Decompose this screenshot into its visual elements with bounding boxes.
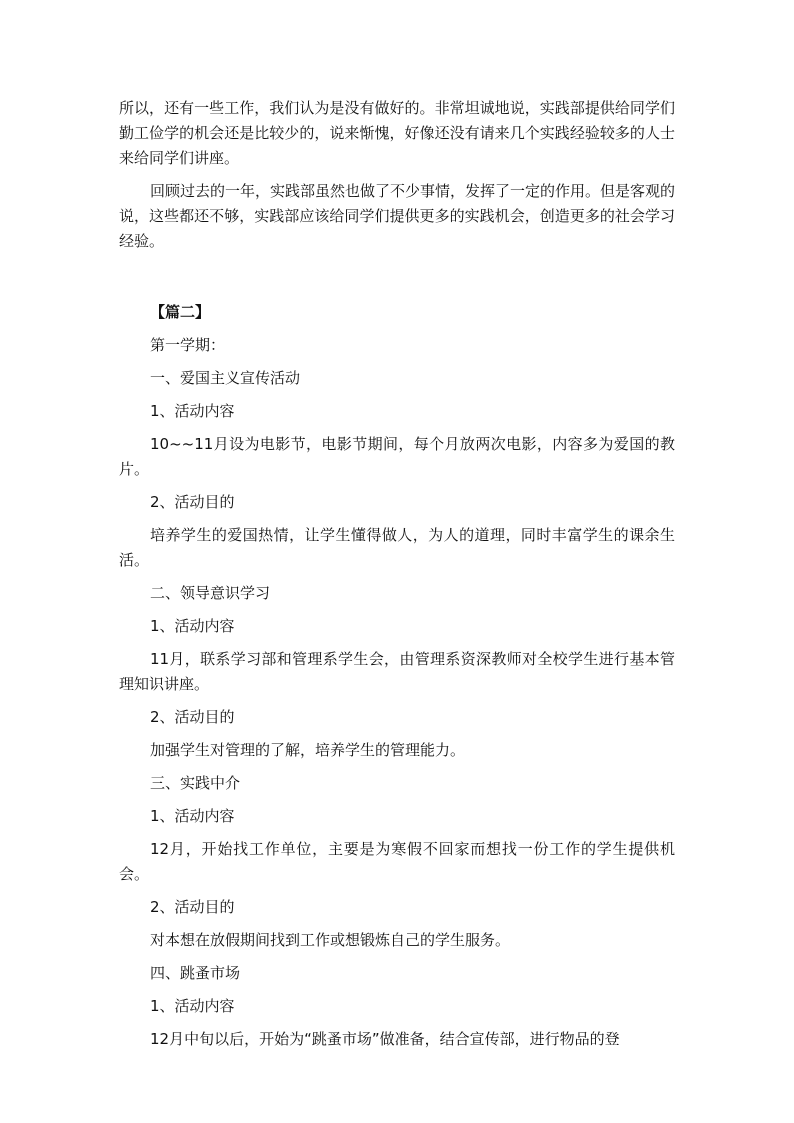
paragraph-review: 回顾过去的一年，实践部虽然也做了不少事情，发挥了一定的作用。但是客观的说，这些都还不够，实践部应该给同学们提供更多的实践机会，创造更多的社会学习经验。 bbox=[119, 182, 676, 250]
paragraph-shortcomings: 所以，还有一些工作，我们认为是没有做好的。非常坦诚地说，实践部提供给同学们勤工俭学的机会还是比较少的，说来惭愧，好像还没有请来几个实践经验较多的人士来给同学们讲座。 bbox=[119, 99, 675, 167]
activity-purpose-label: 2、活动目的 bbox=[150, 493, 235, 511]
activity-content-label: 1、活动内容 bbox=[150, 997, 235, 1015]
section-title: 【篇二】 bbox=[150, 303, 211, 321]
activity-purpose-label: 2、活动目的 bbox=[150, 708, 235, 726]
activity-purpose: 培养学生的爱国热情，让学生懂得做人，为人的道理，同时丰富学生的课余生活。 bbox=[119, 526, 675, 569]
activity-content: 12月中旬以后，开始为“跳蚤市场”做准备，结合宣传部，进行物品的登 bbox=[150, 1030, 620, 1048]
activity-title: 一、爱国主义宣传活动 bbox=[150, 369, 301, 387]
activity-content-label: 1、活动内容 bbox=[150, 617, 235, 635]
activity-content: 11月，联系学习部和管理系学生会，由管理系资深教师对全校学生进行基本管理知识讲座。 bbox=[119, 650, 675, 693]
activity-content-label: 1、活动内容 bbox=[150, 807, 235, 825]
activity-content: 12月，开始找工作单位，主要是为寒假不回家而想找一份工作的学生提供机会。 bbox=[119, 840, 675, 883]
activity-purpose: 对本想在放假期间找到工作或想锻炼自己的学生服务。 bbox=[150, 931, 511, 949]
semester-label: 第一学期： bbox=[150, 336, 226, 354]
activity-title: 二、领导意识学习 bbox=[150, 584, 271, 602]
activity-title: 三、实践中介 bbox=[150, 774, 241, 792]
section-gap bbox=[119, 262, 675, 300]
activity-purpose: 加强学生对管理的了解，培养学生的管理能力。 bbox=[150, 741, 466, 759]
activity-title: 四、跳蚤市场 bbox=[150, 964, 241, 982]
document-page bbox=[119, 96, 675, 1060]
activity-purpose-label: 2、活动目的 bbox=[150, 898, 235, 916]
activity-content: 10~~11月设为电影节，电影节期间，每个月放两次电影，内容多为爱国的教片。 bbox=[119, 435, 675, 478]
activity-content-label: 1、活动内容 bbox=[150, 402, 235, 420]
